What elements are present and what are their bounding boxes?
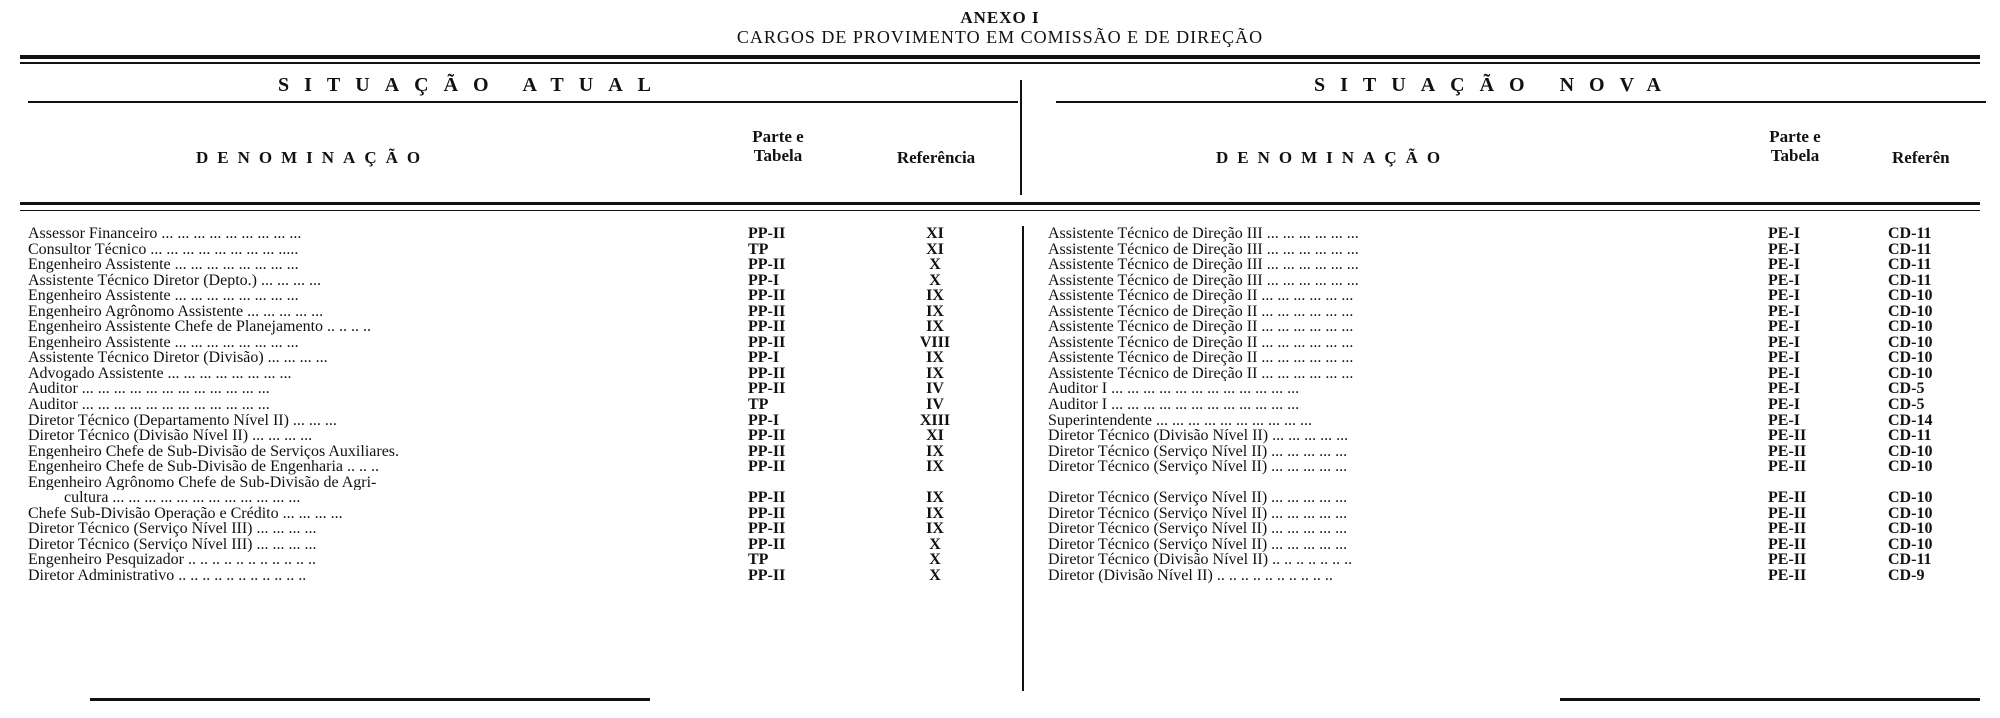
atual-parte-cell: PP-II	[748, 505, 786, 522]
left-referencia-header: Referência	[896, 148, 976, 167]
nova-referencia-list	[1888, 226, 1988, 584]
bottom-rule-left	[90, 698, 650, 701]
nova-parte-cell: PE-I	[1768, 350, 1800, 366]
nova-referencia-cell: CD-14	[1888, 412, 1933, 429]
column-divider-header	[1020, 80, 1022, 195]
top-rule-thick	[20, 55, 1980, 59]
nova-referencia-cell: CD-11	[1888, 226, 1932, 242]
nova-parte-cell	[1768, 475, 1858, 491]
atual-referencia-cell: IX	[926, 350, 944, 366]
right-referencia-header: Referên	[1892, 148, 1950, 167]
atual-referencia-cell: IX	[926, 490, 944, 506]
nova-denominacao-cell: Superintendente ... ... ... ... ... ... ... ... ... ...	[1048, 412, 1312, 429]
nova-parte-cell: PE-I	[1768, 397, 1800, 413]
right-denominacao-header: DENOMINAÇÃO	[1216, 148, 1450, 167]
nova-parte-cell: PE-II	[1768, 459, 1807, 475]
atual-parte-cell: PP-II	[748, 288, 786, 304]
nova-referencia-cell: CD-5	[1888, 381, 1925, 398]
nova-referencia-cell: CD-10	[1888, 521, 1933, 537]
header-rule-thin	[20, 210, 1980, 211]
atual-referencia-cell: XI	[926, 428, 944, 444]
nova-parte-cell: PE-II	[1768, 443, 1807, 460]
atual-referencia-cell: IX	[926, 365, 944, 382]
nova-referencia-cell: CD-10	[1888, 303, 1933, 320]
left-parte-tabela-header	[738, 127, 818, 165]
atual-referencia-cell	[880, 475, 990, 491]
atual-parte-cell: PP-II	[748, 303, 786, 320]
nova-denominacao-cell: Diretor Técnico (Serviço Nível II) ... ... ... ... ...	[1048, 505, 1348, 522]
section-underline-left	[28, 101, 1018, 103]
atual-referencia-cell: IX	[926, 303, 944, 320]
atual-referencia-cell: XI	[926, 241, 944, 258]
atual-parte-cell: PP-II	[748, 536, 786, 553]
nova-parte-cell: PE-I	[1768, 257, 1800, 273]
atual-referencia-cell: VIII	[919, 334, 951, 351]
nova-denominacao-cell: Diretor Técnico (Serviço Nível II) ... ... ... ... ...	[1048, 443, 1348, 460]
atual-parte-cell: PP-II	[748, 459, 786, 475]
atual-parte-cell: PP-II	[748, 257, 786, 273]
atual-referencia-cell: IV	[926, 397, 944, 413]
nova-denominacao-cell: Assistente Técnico de Direção III ... ... ... ... ... ...	[1048, 241, 1359, 258]
atual-parte-cell: PP-II	[748, 521, 786, 537]
atual-denominacao-cell: Engenheiro Assistente ... ... ... ... ... ... ... ...	[28, 334, 299, 351]
atual-denominacao-cell: Engenheiro Chefe de Sub-Divisão de Engenharia .. .. ..	[28, 459, 380, 475]
section-situacao-nova: SITUAÇÃO NOVA	[1314, 74, 1676, 96]
atual-referencia-cell: IV	[926, 381, 944, 398]
nova-denominacao-cell: Assistente Técnico de Direção III ... ... ... ... ... ...	[1048, 257, 1359, 273]
top-rule-thin	[20, 62, 1980, 64]
left-denominacao-header: DENOMINAÇÃO	[196, 148, 430, 167]
nova-denominacao-cell: Diretor Técnico (Serviço Nível II) ... ... ... ... ...	[1048, 490, 1348, 506]
right-parte-tabela-label: Parte e Tabela	[1769, 127, 1821, 165]
atual-parte-cell: PP-II	[748, 365, 786, 382]
atual-denominacao-cell: Engenheiro Assistente Chefe de Planejamento .. .. .. ..	[28, 319, 372, 335]
nova-denominacao-cell: Diretor (Divisão Nível II) .. .. .. .. .. .. .. .. .. ..	[1048, 568, 1333, 584]
atual-denominacao-cell: Engenheiro Chefe de Sub-Divisão de Serviços Auxiliares.	[28, 443, 400, 460]
bottom-rule-right	[1560, 698, 1980, 701]
nova-referencia-cell: CD-10	[1888, 536, 1933, 553]
nova-parte-cell: PE-I	[1768, 412, 1800, 429]
atual-referencia-cell: XI	[926, 226, 944, 242]
atual-denominacao-cell: Advogado Assistente ... ... ... ... ... ... ... ...	[28, 365, 292, 382]
atual-parte-cell: PP-I	[748, 412, 780, 429]
nova-referencia-cell: CD-10	[1888, 459, 1933, 475]
atual-referencia-cell: IX	[926, 288, 944, 304]
atual-parte-cell: PP-II	[748, 428, 786, 444]
nova-referencia-cell: CD-11	[1888, 272, 1932, 289]
nova-referencia-cell: CD-10	[1888, 365, 1933, 382]
atual-denominacao-cell: Engenheiro Assistente ... ... ... ... ... ... ... ...	[28, 288, 299, 304]
atual-denominacao-cell: Engenheiro Pesquizador .. .. .. .. .. .. .. .. .. .. ..	[28, 552, 316, 569]
atual-denominacao-list	[28, 226, 668, 584]
nova-parte-cell: PE-II	[1768, 490, 1807, 506]
nova-parte-cell: PE-II	[1768, 521, 1807, 537]
atual-referencia-cell: IX	[926, 505, 944, 522]
nova-denominacao-cell: Assistente Técnico de Direção II ... ... ... ... ... ...	[1048, 365, 1354, 382]
nova-parte-cell: PE-I	[1768, 241, 1800, 258]
nova-referencia-cell: CD-10	[1888, 334, 1933, 351]
nova-denominacao-cell: Diretor Técnico (Serviço Nível II) ... ... ... ... ...	[1048, 536, 1348, 553]
atual-denominacao-cell: Diretor Técnico (Serviço Nível III) ... ... ... ...	[28, 536, 317, 553]
atual-denominacao-cell: Diretor Administrativo .. .. .. .. .. .. .. .. .. .. ..	[28, 568, 307, 584]
atual-parte-cell: PP-II	[748, 443, 786, 460]
nova-denominacao-cell: Assistente Técnico de Direção II ... ... ... ... ... ...	[1048, 319, 1354, 335]
nova-referencia-cell: CD-11	[1888, 257, 1932, 273]
atual-parte-cell: TP	[748, 397, 769, 413]
nova-parte-cell: PE-I	[1768, 365, 1800, 382]
nova-parte-cell: PE-I	[1768, 226, 1800, 242]
nova-denominacao-cell: Diretor Técnico (Divisão Nível II) .. .. .. .. .. .. ..	[1048, 552, 1353, 569]
atual-denominacao-cell: Assistente Técnico Diretor (Depto.) ... ... ... ...	[28, 272, 321, 289]
atual-denominacao-cell: Assistente Técnico Diretor (Divisão) ... ... ... ...	[28, 350, 328, 366]
nova-parte-list	[1768, 226, 1858, 584]
section-situacao-atual: SITUAÇÃO ATUAL	[278, 74, 666, 96]
atual-parte-cell: TP	[748, 241, 769, 258]
atual-parte-list	[748, 226, 830, 584]
atual-parte-cell: PP-II	[748, 490, 786, 506]
atual-parte-cell: PP-I	[748, 350, 780, 366]
nova-referencia-cell: CD-5	[1888, 397, 1925, 413]
atual-denominacao-cell: Engenheiro Assistente ... ... ... ... ... ... ... ...	[28, 257, 299, 273]
left-parte-tabela-label: Parte e Tabela	[752, 127, 804, 165]
nova-referencia-cell: CD-10	[1888, 319, 1933, 335]
nova-denominacao-cell: Assistente Técnico de Direção II ... ... ... ... ... ...	[1048, 288, 1354, 304]
nova-parte-cell: PE-I	[1768, 303, 1800, 320]
atual-denominacao-cell: Diretor Técnico (Serviço Nível III) ... ... ... ...	[28, 521, 317, 537]
nova-referencia-cell: CD-10	[1888, 350, 1933, 366]
nova-denominacao-list	[1048, 226, 1678, 584]
nova-parte-cell: PE-II	[1768, 536, 1807, 553]
section-underline-right	[1056, 101, 1986, 103]
atual-denominacao-cell: Chefe Sub-Divisão Operação e Crédito ... ... ... ...	[28, 505, 343, 522]
nova-denominacao-cell: Assistente Técnico de Direção III ... ... ... ... ... ...	[1048, 226, 1359, 242]
nova-referencia-cell	[1888, 475, 1988, 491]
atual-denominacao-cell: Engenheiro Agrônomo Assistente ... ... ... ... ...	[28, 303, 324, 320]
atual-referencia-cell: X	[929, 272, 941, 289]
atual-referencia-cell: X	[929, 257, 941, 273]
nova-referencia-cell: CD-11	[1888, 241, 1932, 258]
annex-heading: ANEXO I	[960, 8, 1040, 27]
atual-parte-cell: PP-II	[748, 334, 786, 351]
nova-parte-cell: PE-I	[1768, 319, 1800, 335]
nova-denominacao-cell: Assistente Técnico de Direção II ... ... ... ... ... ...	[1048, 303, 1354, 320]
atual-referencia-cell: IX	[926, 459, 944, 475]
nova-referencia-cell: CD-10	[1888, 490, 1933, 506]
nova-denominacao-cell: Assistente Técnico de Direção III ... ... ... ... ... ...	[1048, 272, 1359, 289]
nova-denominacao-cell: Diretor Técnico (Divisão Nível II) ... ... ... ... ...	[1048, 428, 1349, 444]
atual-referencia-cell: IX	[926, 319, 944, 335]
nova-referencia-cell: CD-11	[1888, 428, 1932, 444]
nova-parte-cell: PE-I	[1768, 381, 1800, 398]
nova-parte-cell: PE-II	[1768, 568, 1807, 584]
atual-denominacao-cell: Diretor Técnico (Divisão Nível II) ... ... ... ...	[28, 428, 313, 444]
atual-referencia-list	[880, 226, 990, 584]
atual-parte-cell: TP	[748, 552, 769, 569]
atual-denominacao-cell: Engenheiro Agrônomo Chefe de Sub-Divisão de Agri-	[28, 474, 377, 491]
nova-referencia-cell: CD-9	[1888, 568, 1925, 584]
nova-denominacao-cell: Diretor Técnico (Serviço Nível II) ... ... ... ... ...	[1048, 521, 1348, 537]
atual-parte-cell: PP-II	[748, 381, 786, 398]
atual-referencia-cell: X	[929, 552, 941, 569]
nova-parte-cell: PE-I	[1768, 288, 1800, 304]
nova-referencia-cell: CD-10	[1888, 505, 1933, 522]
nova-denominacao-cell	[1048, 475, 1678, 491]
atual-denominacao-cell: Auditor ... ... ... ... ... ... ... ... ... ... ... ...	[28, 381, 270, 398]
atual-denominacao-cell: Assessor Financeiro ... ... ... ... ... ... ... ... ...	[28, 226, 302, 242]
atual-referencia-cell: IX	[926, 443, 944, 460]
atual-parte-cell: PP-II	[748, 568, 786, 584]
atual-denominacao-cell: cultura ... ... ... ... ... ... ... ... ... ... ... ...	[64, 490, 301, 506]
nova-denominacao-cell: Auditor I ... ... ... ... ... ... ... ... ... ... ... ...	[1048, 397, 1300, 413]
column-divider-body	[1022, 226, 1024, 691]
nova-referencia-cell: CD-10	[1888, 288, 1933, 304]
atual-referencia-cell: XIII	[919, 412, 951, 429]
nova-referencia-cell: CD-11	[1888, 552, 1932, 569]
atual-referencia-cell: X	[929, 568, 941, 584]
nova-parte-cell: PE-II	[1768, 552, 1807, 569]
nova-parte-cell: PE-I	[1768, 272, 1800, 289]
nova-parte-cell: PE-II	[1768, 428, 1807, 444]
right-parte-tabela-header	[1750, 127, 1840, 165]
nova-referencia-cell: CD-10	[1888, 443, 1933, 460]
atual-parte-cell: PP-II	[748, 319, 786, 335]
document-title: CARGOS DE PROVIMENTO EM COMISSÃO E DE DIREÇÃO	[736, 27, 1264, 47]
atual-parte-cell: PP-II	[748, 226, 786, 242]
atual-denominacao-cell: Diretor Técnico (Departamento Nível II) ... ... ...	[28, 412, 337, 429]
atual-denominacao-cell: Consultor Técnico ... ... ... ... ... ... ... ... .....	[28, 241, 299, 258]
nova-denominacao-cell: Auditor I ... ... ... ... ... ... ... ... ... ... ... ...	[1048, 381, 1300, 398]
atual-parte-cell	[748, 475, 830, 491]
atual-denominacao-cell: Auditor ... ... ... ... ... ... ... ... ... ... ... ...	[28, 397, 270, 413]
atual-referencia-cell: IX	[926, 521, 944, 537]
header-rule-thick	[20, 202, 1980, 205]
nova-parte-cell: PE-II	[1768, 505, 1807, 522]
nova-denominacao-cell: Diretor Técnico (Serviço Nível II) ... ... ... ... ...	[1048, 459, 1348, 475]
atual-referencia-cell: X	[929, 536, 941, 553]
nova-denominacao-cell: Assistente Técnico de Direção II ... ... ... ... ... ...	[1048, 334, 1354, 351]
nova-denominacao-cell: Assistente Técnico de Direção II ... ... ... ... ... ...	[1048, 350, 1354, 366]
atual-parte-cell: PP-I	[748, 272, 780, 289]
nova-parte-cell: PE-I	[1768, 334, 1800, 351]
